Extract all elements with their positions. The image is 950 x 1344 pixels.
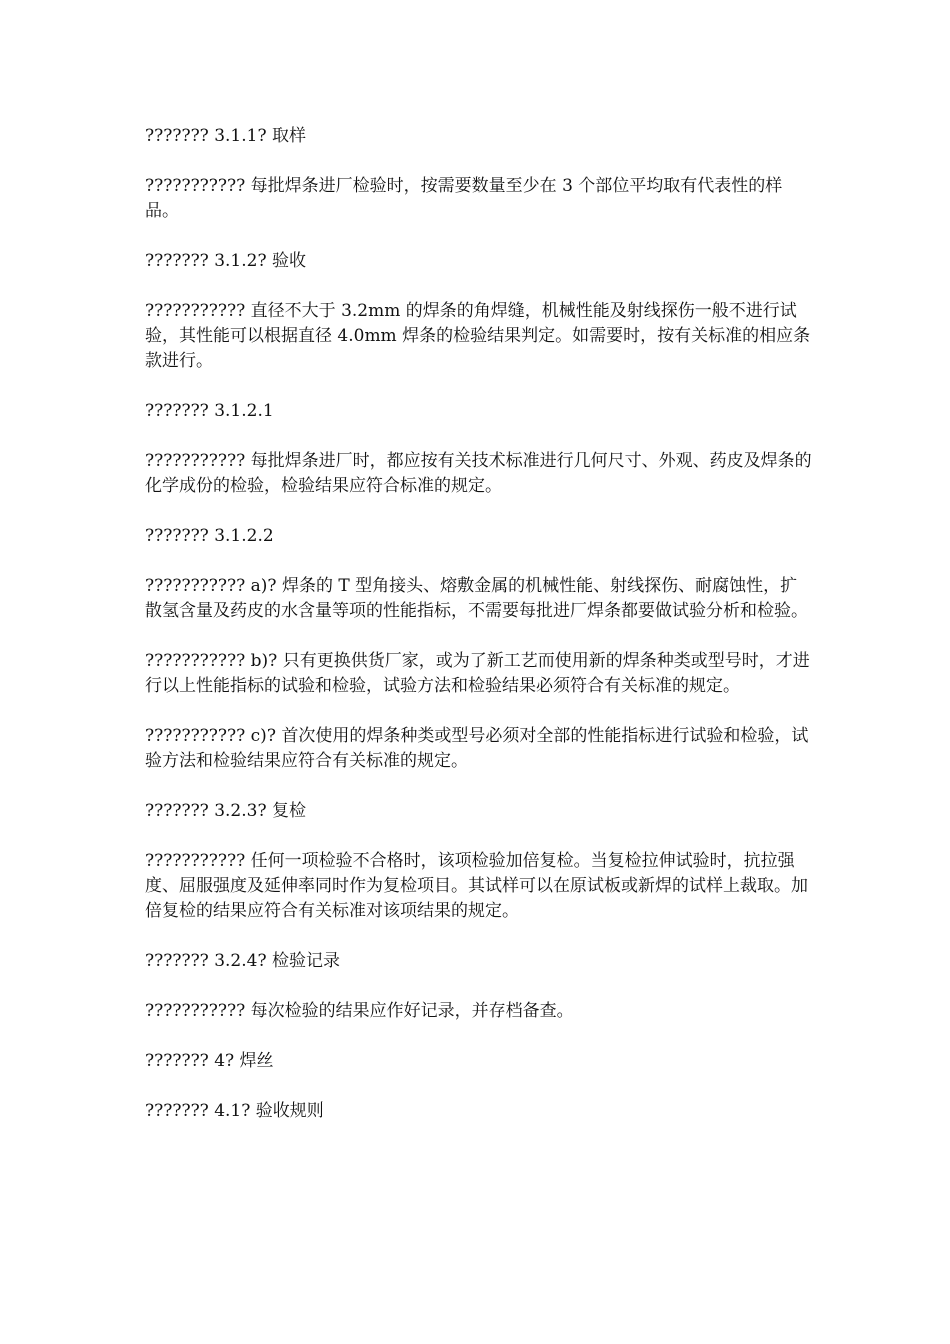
heading-3-1-2: ??????? 3.1.2? 验收 xyxy=(145,251,306,271)
paragraph-records: ??????????? 每次检验的结果应作好记录，并存档备查。 xyxy=(145,1001,574,1021)
paragraph-sampling: ??????????? 每批焊条进厂检验时，按需要数量至少在 3 个部位平均取有代表性的样品。 xyxy=(145,176,783,221)
paragraph-acceptance: ??????????? 直径不大于 3.2mm 的焊条的角焊缝，机械性能及射线探伤一般不进行试验，其性能可以根据直径 4.0mm 焊条的检验结果判定。如需要时，按有关标准的相应条款进行。 xyxy=(145,301,811,371)
heading-3-1-1: ??????? 3.1.1? 取样 xyxy=(145,126,306,146)
heading-3-2-4: ??????? 3.2.4? 检验记录 xyxy=(145,951,340,971)
heading-4: ??????? 4? 焊丝 xyxy=(145,1051,274,1071)
paragraph-inspection: ??????????? 每批焊条进厂时，都应按有关技术标准进行几何尺寸、外观、药皮及焊条的化学成份的检验，检验结果应符合标准的规定。 xyxy=(145,451,812,496)
heading-3-2-3: ??????? 3.2.3? 复检 xyxy=(145,801,306,821)
heading-3-1-2-2: ??????? 3.1.2.2 xyxy=(145,526,274,546)
document-body xyxy=(145,124,813,1149)
paragraph-item-c: ??????????? c)? 首次使用的焊条种类或型号必须对全部的性能指标进行试验和检验，试验方法和检验结果应符合有关标准的规定。 xyxy=(145,726,809,771)
heading-3-1-2-1: ??????? 3.1.2.1 xyxy=(145,401,274,421)
paragraph-item-b: ??????????? b)? 只有更换供货厂家，或为了新工艺而使用新的焊条种类或型号时，才进行以上性能指标的试验和检验，试验方法和检验结果必须符合有关标准的规定。 xyxy=(145,651,810,696)
paragraph-item-a: ??????????? a)? 焊条的 T 型角接头、熔敷金属的机械性能、射线探伤、耐腐蚀性，扩散氢含量及药皮的水含量等项的性能指标，不需要每批进厂焊条都要做试验分析和检验。 xyxy=(145,576,808,621)
heading-4-1: ??????? 4.1? 验收规则 xyxy=(145,1101,324,1121)
paragraph-recheck: ??????????? 任何一项检验不合格时，该项检验加倍复检。当复检拉伸试验时，抗拉强度、屈服强度及延伸率同时作为复检项目。其试样可以在原试板或新焊的试样上裁取。加倍复检的结果应符合有关标准对该项结果的规定。 xyxy=(145,851,808,921)
